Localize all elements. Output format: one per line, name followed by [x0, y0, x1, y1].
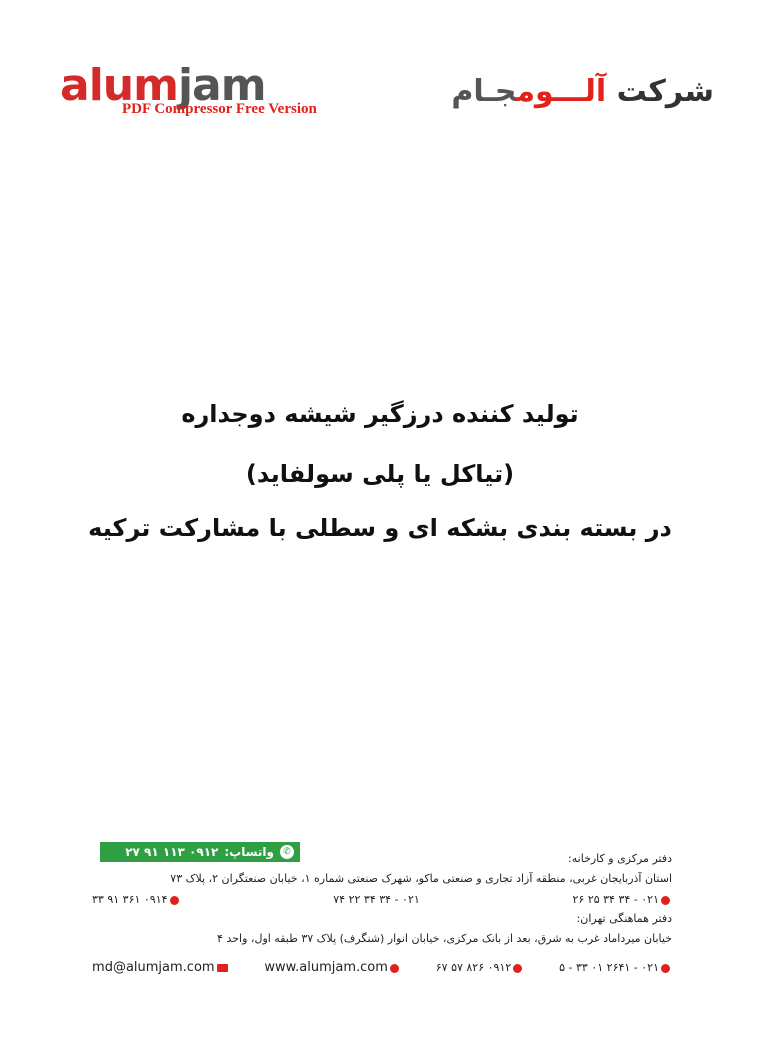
email-group — [92, 960, 230, 975]
hq-mobile[interactable]: ۰۹۱۴ ۳۶۱ ۹۱ ۳۳ — [92, 893, 168, 906]
mobile-icon — [170, 896, 179, 905]
tehran-phone-group — [559, 961, 672, 974]
tehran-address: خیابان میرداماد غرب به شرق، بعد از بانک مرکزی، خیابان انوار (شنگرف) پلاک ۳۷ طبقه اول، واحد ۴ — [217, 932, 672, 945]
pdf-watermark: PDF Compressor Free Version — [122, 101, 317, 117]
whatsapp-label: واتساپ: — [224, 845, 274, 859]
phone-icon — [661, 896, 670, 905]
logo-part-alum: alum — [60, 60, 178, 111]
hq-phone-1-group — [572, 893, 672, 906]
whatsapp-icon: ✆ — [280, 845, 294, 859]
hq-phones — [92, 893, 672, 906]
mail-icon — [217, 964, 228, 972]
headline-line-1: تولید کننده درزگیر شیشه دوجداره — [181, 400, 579, 428]
tehran-mobile[interactable]: ۰۹۱۲ ۸۲۶ ۵۷ ۶۷ — [435, 961, 512, 974]
hq-mobile-group — [92, 893, 181, 906]
mobile-icon — [513, 964, 522, 973]
tehran-contacts — [92, 960, 672, 975]
hq-phone-1[interactable]: ۰۲۱ - ۳۴ ۳۴ ۲۵ ۲۶ — [572, 893, 659, 906]
logo-part-jam: jam — [177, 60, 266, 111]
hq-phone-2[interactable]: ۰۲۱ - ۳۴ ۳۴ ۲۲ ۷۴ — [333, 893, 420, 906]
hq-address: استان آذربایجان غربی، منطقه آزاد تجاری و صنعتی ماکو، شهرک صنعتی شماره ۱، خیابان صنعتگران ۲، پلاک ۷۳ — [170, 872, 672, 885]
headline-line-2: (تیاکل یا پلی سولفاید) — [245, 460, 515, 488]
logo-word-company: شرکت — [616, 74, 714, 109]
persian-company-logo — [451, 70, 714, 114]
website-group — [264, 960, 400, 975]
tehran-phone[interactable]: ۰۲۱ - ۲۶۴۱ ۰۱ ۳۳ - ۵ — [559, 961, 659, 974]
whatsapp-number: ۰۹۱۲ ۱۱۳ ۹۱ ۲۷ — [125, 845, 219, 859]
hq-label: دفتر مرکزی و کارخانه: — [568, 852, 672, 865]
tehran-mobile-group — [436, 961, 525, 974]
website-link[interactable]: www.alumjam.com — [264, 960, 388, 975]
logo-word-jam: جـام — [451, 74, 517, 109]
tehran-label: دفتر هماهنگی تهران: — [576, 912, 672, 925]
phone-icon — [661, 964, 670, 973]
globe-icon — [390, 964, 399, 973]
headline-line-3: در بسته بندی بشکه ای و سطلی با مشارکت ترکیه — [88, 514, 672, 542]
email-link[interactable]: md@alumjam.com — [92, 960, 215, 975]
logo-word-alum: آلـــوم — [516, 74, 607, 109]
